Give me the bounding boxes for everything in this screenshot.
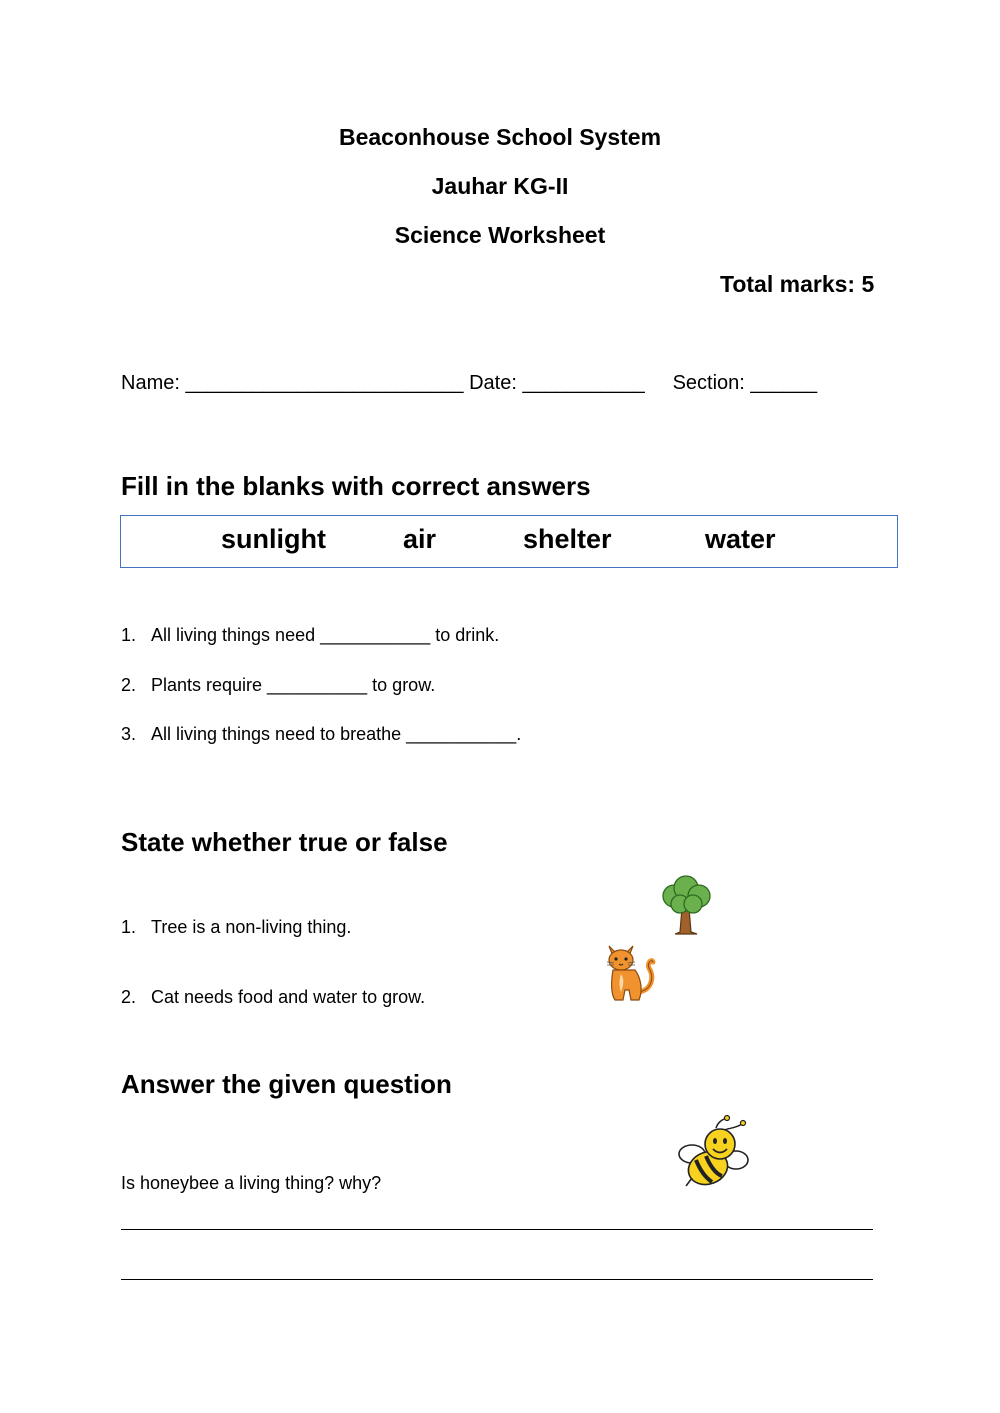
list-item[interactable] xyxy=(121,987,425,1008)
item-number: 2. xyxy=(121,987,137,1007)
word-bank-item: water xyxy=(705,524,776,554)
word-bank-item: sunlight xyxy=(221,524,326,554)
school-name: Beaconhouse School System xyxy=(338,124,662,150)
item-number: 3. xyxy=(121,724,137,744)
list-item[interactable] xyxy=(121,625,499,646)
tree-icon xyxy=(658,874,714,936)
item-number: 1. xyxy=(121,625,137,645)
cat-icon xyxy=(601,940,657,1004)
question-text: Is honeybee a living thing? why? xyxy=(121,1173,382,1193)
item-text: Plants require __________ to grow. xyxy=(151,675,436,695)
section2-heading: State whether true or false xyxy=(121,827,448,857)
section3-heading: Answer the given question xyxy=(121,1069,452,1099)
item-number: 2. xyxy=(121,675,137,695)
answer-line[interactable] xyxy=(121,1279,873,1280)
word-bank-item: shelter xyxy=(523,524,612,554)
bee-icon xyxy=(678,1114,752,1192)
list-item[interactable] xyxy=(121,675,435,696)
item-text: Tree is a non-living thing. xyxy=(151,917,352,937)
item-text: Cat needs food and water to grow. xyxy=(151,987,426,1007)
item-text: All living things need to breathe ___________. xyxy=(151,724,522,744)
student-info-line[interactable]: Name: _________________________ Date: ___________ Section: ______ xyxy=(121,372,818,394)
word-bank-box xyxy=(120,515,898,568)
list-item[interactable] xyxy=(121,917,351,938)
section1-heading: Fill in the blanks with correct answers xyxy=(121,471,591,501)
word-bank-item: air xyxy=(403,524,437,554)
total-marks: Total marks: 5 xyxy=(720,271,875,297)
worksheet-title: Science Worksheet xyxy=(394,222,606,248)
item-text: All living things need ___________ to drink. xyxy=(151,625,500,645)
answer-line[interactable] xyxy=(121,1229,873,1230)
list-item[interactable] xyxy=(121,724,521,745)
class-name: Jauhar KG-II xyxy=(431,173,569,199)
item-number: 1. xyxy=(121,917,137,937)
